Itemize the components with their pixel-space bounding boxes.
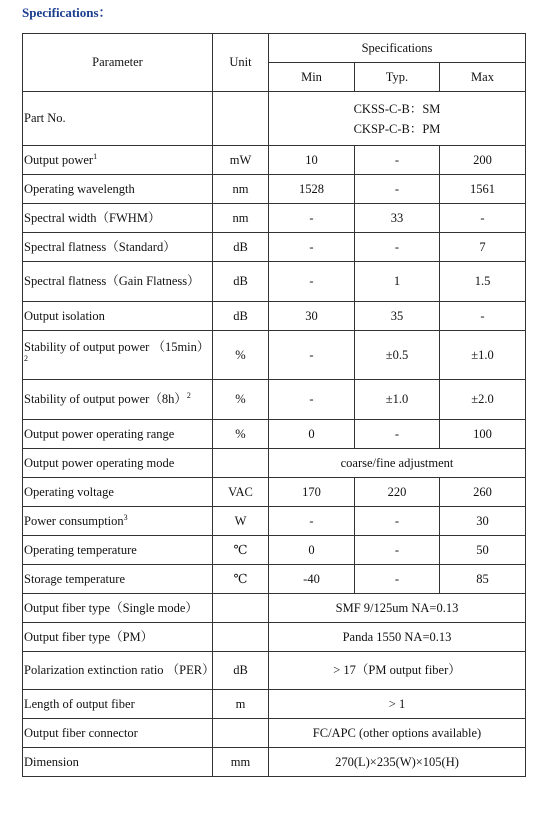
unit-cell: dB [213,652,269,690]
part-no-line: CKSP-C-B：PM [353,121,441,136]
table-row [23,594,526,623]
param-label: Polarization extinction ratio （PER） [24,663,215,677]
param-cell [23,507,213,536]
param-label: Operating temperature [24,542,137,557]
unit-cell: nm [213,175,269,204]
unit-cell [213,719,269,748]
min-cell: - [269,331,355,380]
param-cell [23,175,213,204]
unit-cell: m [213,690,269,719]
table-row [23,380,526,420]
table-row [23,175,526,204]
typ-cell: 220 [355,478,440,507]
unit-cell: mW [213,146,269,175]
param-cell [23,478,213,507]
min-cell: 1528 [269,175,355,204]
param-cell [23,262,213,302]
unit-cell: W [213,507,269,536]
table-row [23,478,526,507]
typ-cell: 35 [355,302,440,331]
max-cell: ±1.0 [440,331,526,380]
typ-cell: - [355,507,440,536]
param-label: Output power operating mode [24,455,175,470]
max-cell: 7 [440,233,526,262]
typ-cell: 1 [355,262,440,302]
param-cell [23,623,213,652]
min-cell: 0 [269,420,355,449]
param-label: Stability of output power（8h） [24,392,187,406]
param-cell [23,748,213,777]
param-cell [23,302,213,331]
header-min: Min [269,63,355,92]
header-parameter: Parameter [23,34,213,92]
min-cell: 30 [269,302,355,331]
min-cell: -40 [269,565,355,594]
table-row [23,449,526,478]
spec-value-cell: SMF 9/125um NA=0.13 [269,594,526,623]
unit-cell: ℃ [213,565,269,594]
typ-cell: - [355,146,440,175]
typ-cell: ±1.0 [355,380,440,420]
max-cell: 260 [440,478,526,507]
table-row [23,233,526,262]
unit-cell: nm [213,204,269,233]
param-label: Output fiber connector [24,725,138,740]
param-label: Operating voltage [24,484,114,499]
unit-cell: % [213,420,269,449]
spec-value-cell: > 17（PM output fiber） [269,652,526,690]
unit-cell: mm [213,748,269,777]
unit-cell [213,92,269,146]
max-cell: ±2.0 [440,380,526,420]
table-row [23,652,526,690]
typ-cell: ±0.5 [355,331,440,380]
header-typ: Typ. [355,63,440,92]
section-heading: Specifications： [22,5,112,20]
max-cell: 200 [440,146,526,175]
min-cell: - [269,262,355,302]
param-label: Spectral flatness（Gain Flatness） [24,274,200,288]
unit-cell: dB [213,262,269,302]
unit-cell [213,449,269,478]
spec-value-cell: > 1 [269,690,526,719]
table-row [23,748,526,777]
unit-cell [213,594,269,623]
table-row [23,690,526,719]
param-cell [23,233,213,262]
footnote-marker: 2 [186,390,191,400]
max-cell: 50 [440,536,526,565]
max-cell: 85 [440,565,526,594]
param-cell [23,146,213,175]
table-row [23,331,526,380]
table-row [23,719,526,748]
param-cell [23,594,213,623]
header-specifications: Specifications [269,34,526,63]
min-cell: 10 [269,146,355,175]
param-label: Output power operating range [24,426,175,441]
param-cell [23,690,213,719]
min-cell: - [269,204,355,233]
param-label: Output fiber type（Single mode） [24,600,198,615]
param-label: Operating wavelength [24,181,135,196]
footnote-marker: 3 [123,512,128,522]
param-cell [23,449,213,478]
table-row [23,507,526,536]
param-label: Power consumption [24,513,124,528]
unit-cell [213,623,269,652]
param-label: Output isolation [24,308,105,323]
table-row [23,623,526,652]
typ-cell: - [355,175,440,204]
table-row-part-no [23,92,526,146]
min-cell: 170 [269,478,355,507]
unit-cell: % [213,331,269,380]
typ-cell: - [355,233,440,262]
spec-value-cell: FC/APC (other options available) [269,719,526,748]
unit-cell: VAC [213,478,269,507]
table-row [23,565,526,594]
param-label: Output fiber type（PM） [24,629,154,644]
specifications-table [22,33,526,777]
min-cell: 0 [269,536,355,565]
min-cell: - [269,380,355,420]
part-no-values [269,92,526,146]
param-cell [23,331,213,380]
typ-cell: - [355,536,440,565]
unit-cell: ℃ [213,536,269,565]
param-label: Output power [24,152,94,167]
param-label: Stability of output power （15min） [24,340,210,354]
min-cell: - [269,507,355,536]
param-cell [23,420,213,449]
table-row [23,302,526,331]
part-no-line: CKSS-C-B：SM [353,101,441,116]
param-label: Storage temperature [24,571,125,586]
spec-value-cell: coarse/fine adjustment [269,449,526,478]
table-row [23,146,526,175]
param-cell [23,536,213,565]
spec-value-cell: Panda 1550 NA=0.13 [269,623,526,652]
param-cell [23,380,213,420]
param-cell [23,204,213,233]
param-cell: Part No. [23,92,213,146]
typ-cell: 33 [355,204,440,233]
param-cell [23,565,213,594]
table-row [23,536,526,565]
header-unit: Unit [213,34,269,92]
param-cell [23,719,213,748]
min-cell: - [269,233,355,262]
footnote-marker: 1 [93,151,98,161]
max-cell: 1.5 [440,262,526,302]
spec-value-cell: 270(L)×235(W)×105(H) [269,748,526,777]
max-cell: 30 [440,507,526,536]
param-label: Spectral flatness（Standard） [24,239,176,254]
unit-cell: dB [213,302,269,331]
unit-cell: % [213,380,269,420]
header-max: Max [440,63,526,92]
footnote-marker: 2 [24,353,28,363]
typ-cell: - [355,420,440,449]
param-cell [23,652,213,690]
param-label: Dimension [24,754,79,769]
table-row [23,204,526,233]
param-label: Spectral width（FWHM） [24,210,161,225]
max-cell: - [440,204,526,233]
table-row [23,262,526,302]
max-cell: - [440,302,526,331]
typ-cell: - [355,565,440,594]
unit-cell: dB [213,233,269,262]
max-cell: 1561 [440,175,526,204]
param-label: Length of output fiber [24,696,135,711]
max-cell: 100 [440,420,526,449]
table-row [23,420,526,449]
